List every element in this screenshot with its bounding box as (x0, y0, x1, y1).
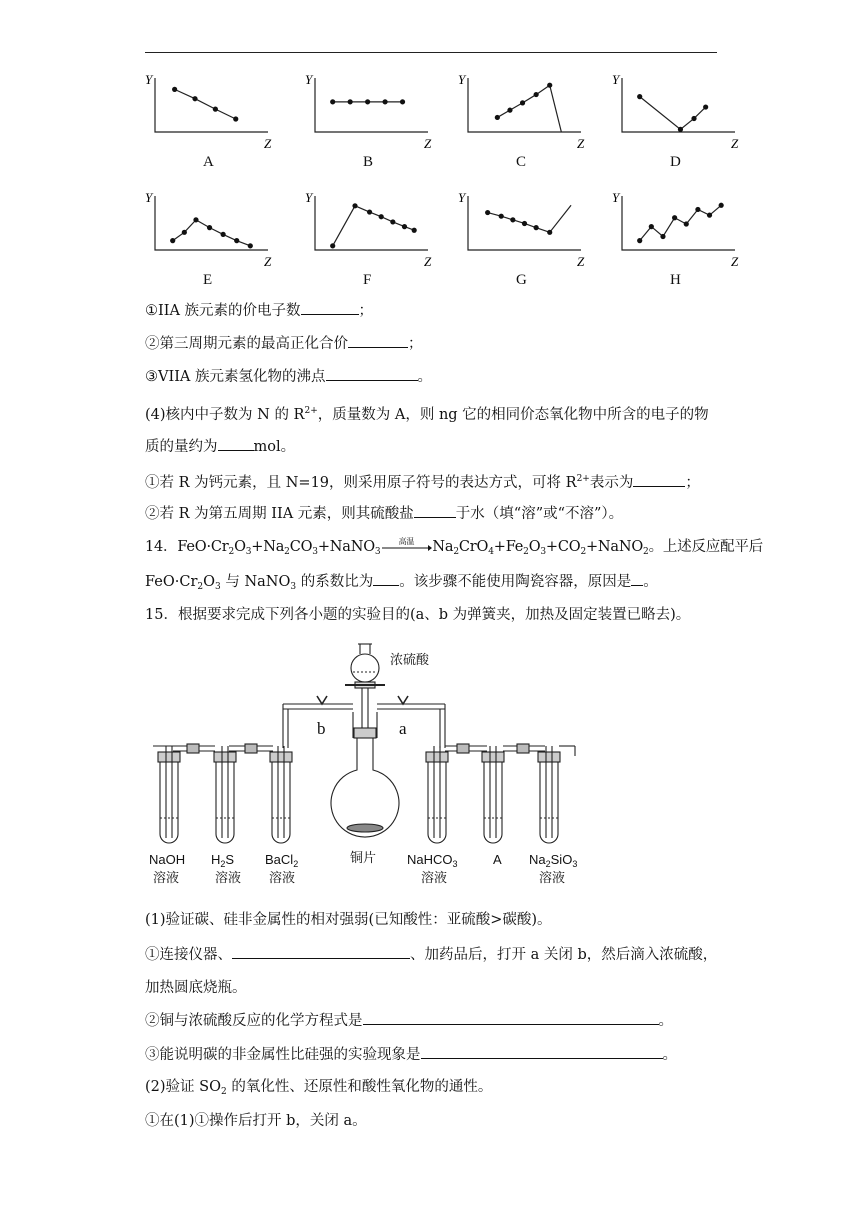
graph-label: F (363, 272, 372, 288)
axes (468, 78, 581, 132)
data-point (379, 214, 384, 219)
header-rule (145, 52, 717, 53)
y-axis-label: Y (458, 72, 466, 87)
test-tube (216, 762, 234, 843)
data-point (510, 217, 515, 222)
series-line (488, 205, 571, 232)
data-point (330, 243, 335, 248)
y-axis-label: Y (612, 190, 620, 205)
axes (622, 78, 735, 132)
data-point (412, 228, 417, 233)
tube-label: NaHCO$_3$ (407, 852, 458, 869)
tube-label-solution: 溶液 (539, 871, 566, 886)
test-tube (272, 762, 290, 843)
test-tube (540, 762, 558, 843)
data-point (534, 225, 539, 230)
data-point (707, 213, 712, 218)
q15-p1-1-cont: 加热圆底烧瓶。 (145, 980, 247, 996)
series-line (640, 97, 706, 130)
data-point (248, 243, 253, 248)
tube-label-solution: 溶液 (215, 871, 242, 886)
z-axis-label: Z (731, 136, 739, 151)
data-point (382, 99, 387, 104)
data-point (365, 99, 370, 104)
data-point (182, 230, 187, 235)
data-point (352, 203, 357, 208)
tube-label: BaCl$_2$ (265, 852, 299, 869)
axes (315, 196, 428, 250)
data-point (649, 224, 654, 229)
apparatus-svg (145, 638, 590, 890)
graph-label: C (516, 154, 527, 170)
apparatus-diagram (145, 638, 590, 894)
tube-label: NaOH (149, 852, 186, 867)
q15-p1-1: ①连接仪器、 、加药品后，打开 a 关闭 b，然后滴入浓硫酸， (145, 944, 717, 965)
reaction-arrow: 高温 (380, 539, 432, 553)
q-line-valence-state: ②第三周期元素的最高正化合价 ； (145, 333, 423, 354)
data-point (507, 108, 512, 113)
stopper (538, 752, 560, 762)
data-point (485, 210, 490, 215)
tube-label-solution: 溶液 (421, 871, 448, 886)
data-point (367, 209, 372, 214)
test-tube (484, 762, 502, 843)
y-axis-label: Y (458, 190, 466, 205)
data-point (534, 92, 539, 97)
axes (155, 78, 268, 132)
funnel-bulb (351, 654, 379, 682)
data-point (170, 238, 175, 243)
data-point (637, 238, 642, 243)
flask-label: 铜片 (350, 851, 377, 866)
q4-line2: 质的量约为 mol。 (145, 436, 295, 457)
data-point (233, 116, 238, 121)
data-point (547, 230, 552, 235)
z-axis-label: Z (424, 254, 432, 269)
tube-label: $H_2S$ (211, 852, 235, 869)
clamp-a-label: a (399, 719, 407, 738)
clamp-a-icon (398, 696, 408, 704)
q15-title: 15．根据要求完成下列各小题的实验目的(a、b 为弹簧夹，加热及固定装置已略去)。 (145, 607, 691, 623)
data-point (330, 99, 335, 104)
q-line-valence: ①IIA 族元素的价电子数 ； (145, 300, 373, 321)
data-point (684, 221, 689, 226)
data-point (172, 87, 177, 92)
stopper (214, 752, 236, 762)
graph-label: E (203, 272, 213, 288)
q15-p1-3: ③能说明碳的非金属性比硅强的实验现象是 。 (145, 1044, 677, 1065)
y-axis-label: Y (612, 72, 620, 87)
q15-p1-2: ②铜与浓硫酸反应的化学方程式是 。 (145, 1010, 673, 1031)
test-tube (428, 762, 446, 843)
q14-line2: $FeO\cdot Cr_2O_3$ 与 NaNO$_3$ 的系数比为 。该步骤不能使用陶瓷容器，原因是 。 (145, 571, 658, 597)
data-point (213, 107, 218, 112)
data-point (390, 219, 395, 224)
data-point (221, 232, 226, 237)
q4-line1: (4)核内中子数为 N 的 $R^{2+}$，质量数为 A，则 ng 它的相同价态氧化物中所含的电子的物 (145, 406, 709, 423)
y-axis-label: Y (305, 190, 313, 205)
series-line (175, 89, 236, 119)
graph-label: B (363, 154, 374, 170)
z-axis-label: Z (731, 254, 739, 269)
data-point (495, 115, 500, 120)
tube-label-solution: 溶液 (269, 871, 296, 886)
graph-label: A (203, 154, 214, 170)
stopper (158, 752, 180, 762)
data-point (547, 83, 552, 88)
data-point (193, 217, 198, 222)
data-point (678, 127, 683, 132)
stopper (426, 752, 448, 762)
y-axis-label: Y (145, 190, 153, 205)
funnel-label: 浓硫酸 (390, 653, 430, 668)
q4-line4: ②若 R 为第五周期 IIA 元素，则其硫酸盐 于水（填“溶”或“不溶”）。 (145, 503, 623, 524)
tube-label-solution: 溶液 (153, 871, 180, 886)
data-point (672, 215, 677, 220)
data-point (207, 225, 212, 230)
data-point (637, 94, 642, 99)
q15-p1: (1)验证碳、硅非金属性的相对强弱(已知酸性：亚硫酸>碳酸)。 (145, 912, 552, 928)
data-point (522, 221, 527, 226)
data-point (348, 99, 353, 104)
q-line-boiling: ③VIIA 族元素氢化物的沸点 。 (145, 366, 432, 387)
stopper (270, 752, 292, 762)
y-axis-label: Y (305, 72, 313, 87)
stopper (482, 752, 504, 762)
axes (315, 78, 428, 132)
z-axis-label: Z (424, 136, 432, 151)
tube-label: $Na_2SiO_3$ (529, 852, 578, 869)
z-axis-label: Z (264, 136, 272, 151)
y-axis-label: Y (145, 72, 153, 87)
data-point (234, 238, 239, 243)
series-line (640, 205, 721, 240)
clamp-b-icon (317, 696, 327, 704)
test-tube (160, 762, 178, 843)
q15-p2-1: ①在(1)①操作后打开 b，关闭 a。 (145, 1113, 367, 1129)
z-axis-label: Z (577, 254, 585, 269)
graph-label: D (670, 154, 681, 170)
series-line (333, 206, 414, 246)
z-axis-label: Z (577, 136, 585, 151)
q4-line3: ①若 R 为钙元素，且 N=19，则采用原子符号的表达方式，可将 $R^{2+}$表示为 ； (145, 474, 700, 491)
data-point (192, 96, 197, 101)
data-point (402, 224, 407, 229)
graph-label: H (670, 272, 681, 288)
data-point (695, 207, 700, 212)
tube-label: A (493, 852, 502, 867)
data-point (719, 203, 724, 208)
data-point (691, 116, 696, 121)
q14-line1: 14．$FeO\cdot Cr_2O_3+Na_2CO_3+NaNO_3$ 高温 $Na_2CrO_4+Fe_2O_3+CO_2+NaNO_2$。上述反应配平后 (145, 537, 763, 557)
series-line (497, 85, 561, 132)
copper-pieces (347, 824, 383, 832)
data-point (499, 214, 504, 219)
q15-p2: (2)验证 $SO_2$ 的氧化性、还原性和酸性氧化物的通性。 (145, 1079, 493, 1097)
clamp-b-label: b (317, 719, 326, 738)
data-point (660, 234, 665, 239)
data-point (400, 99, 405, 104)
data-point (703, 104, 708, 109)
graph-label: G (516, 272, 527, 288)
data-point (520, 100, 525, 105)
z-axis-label: Z (264, 254, 272, 269)
